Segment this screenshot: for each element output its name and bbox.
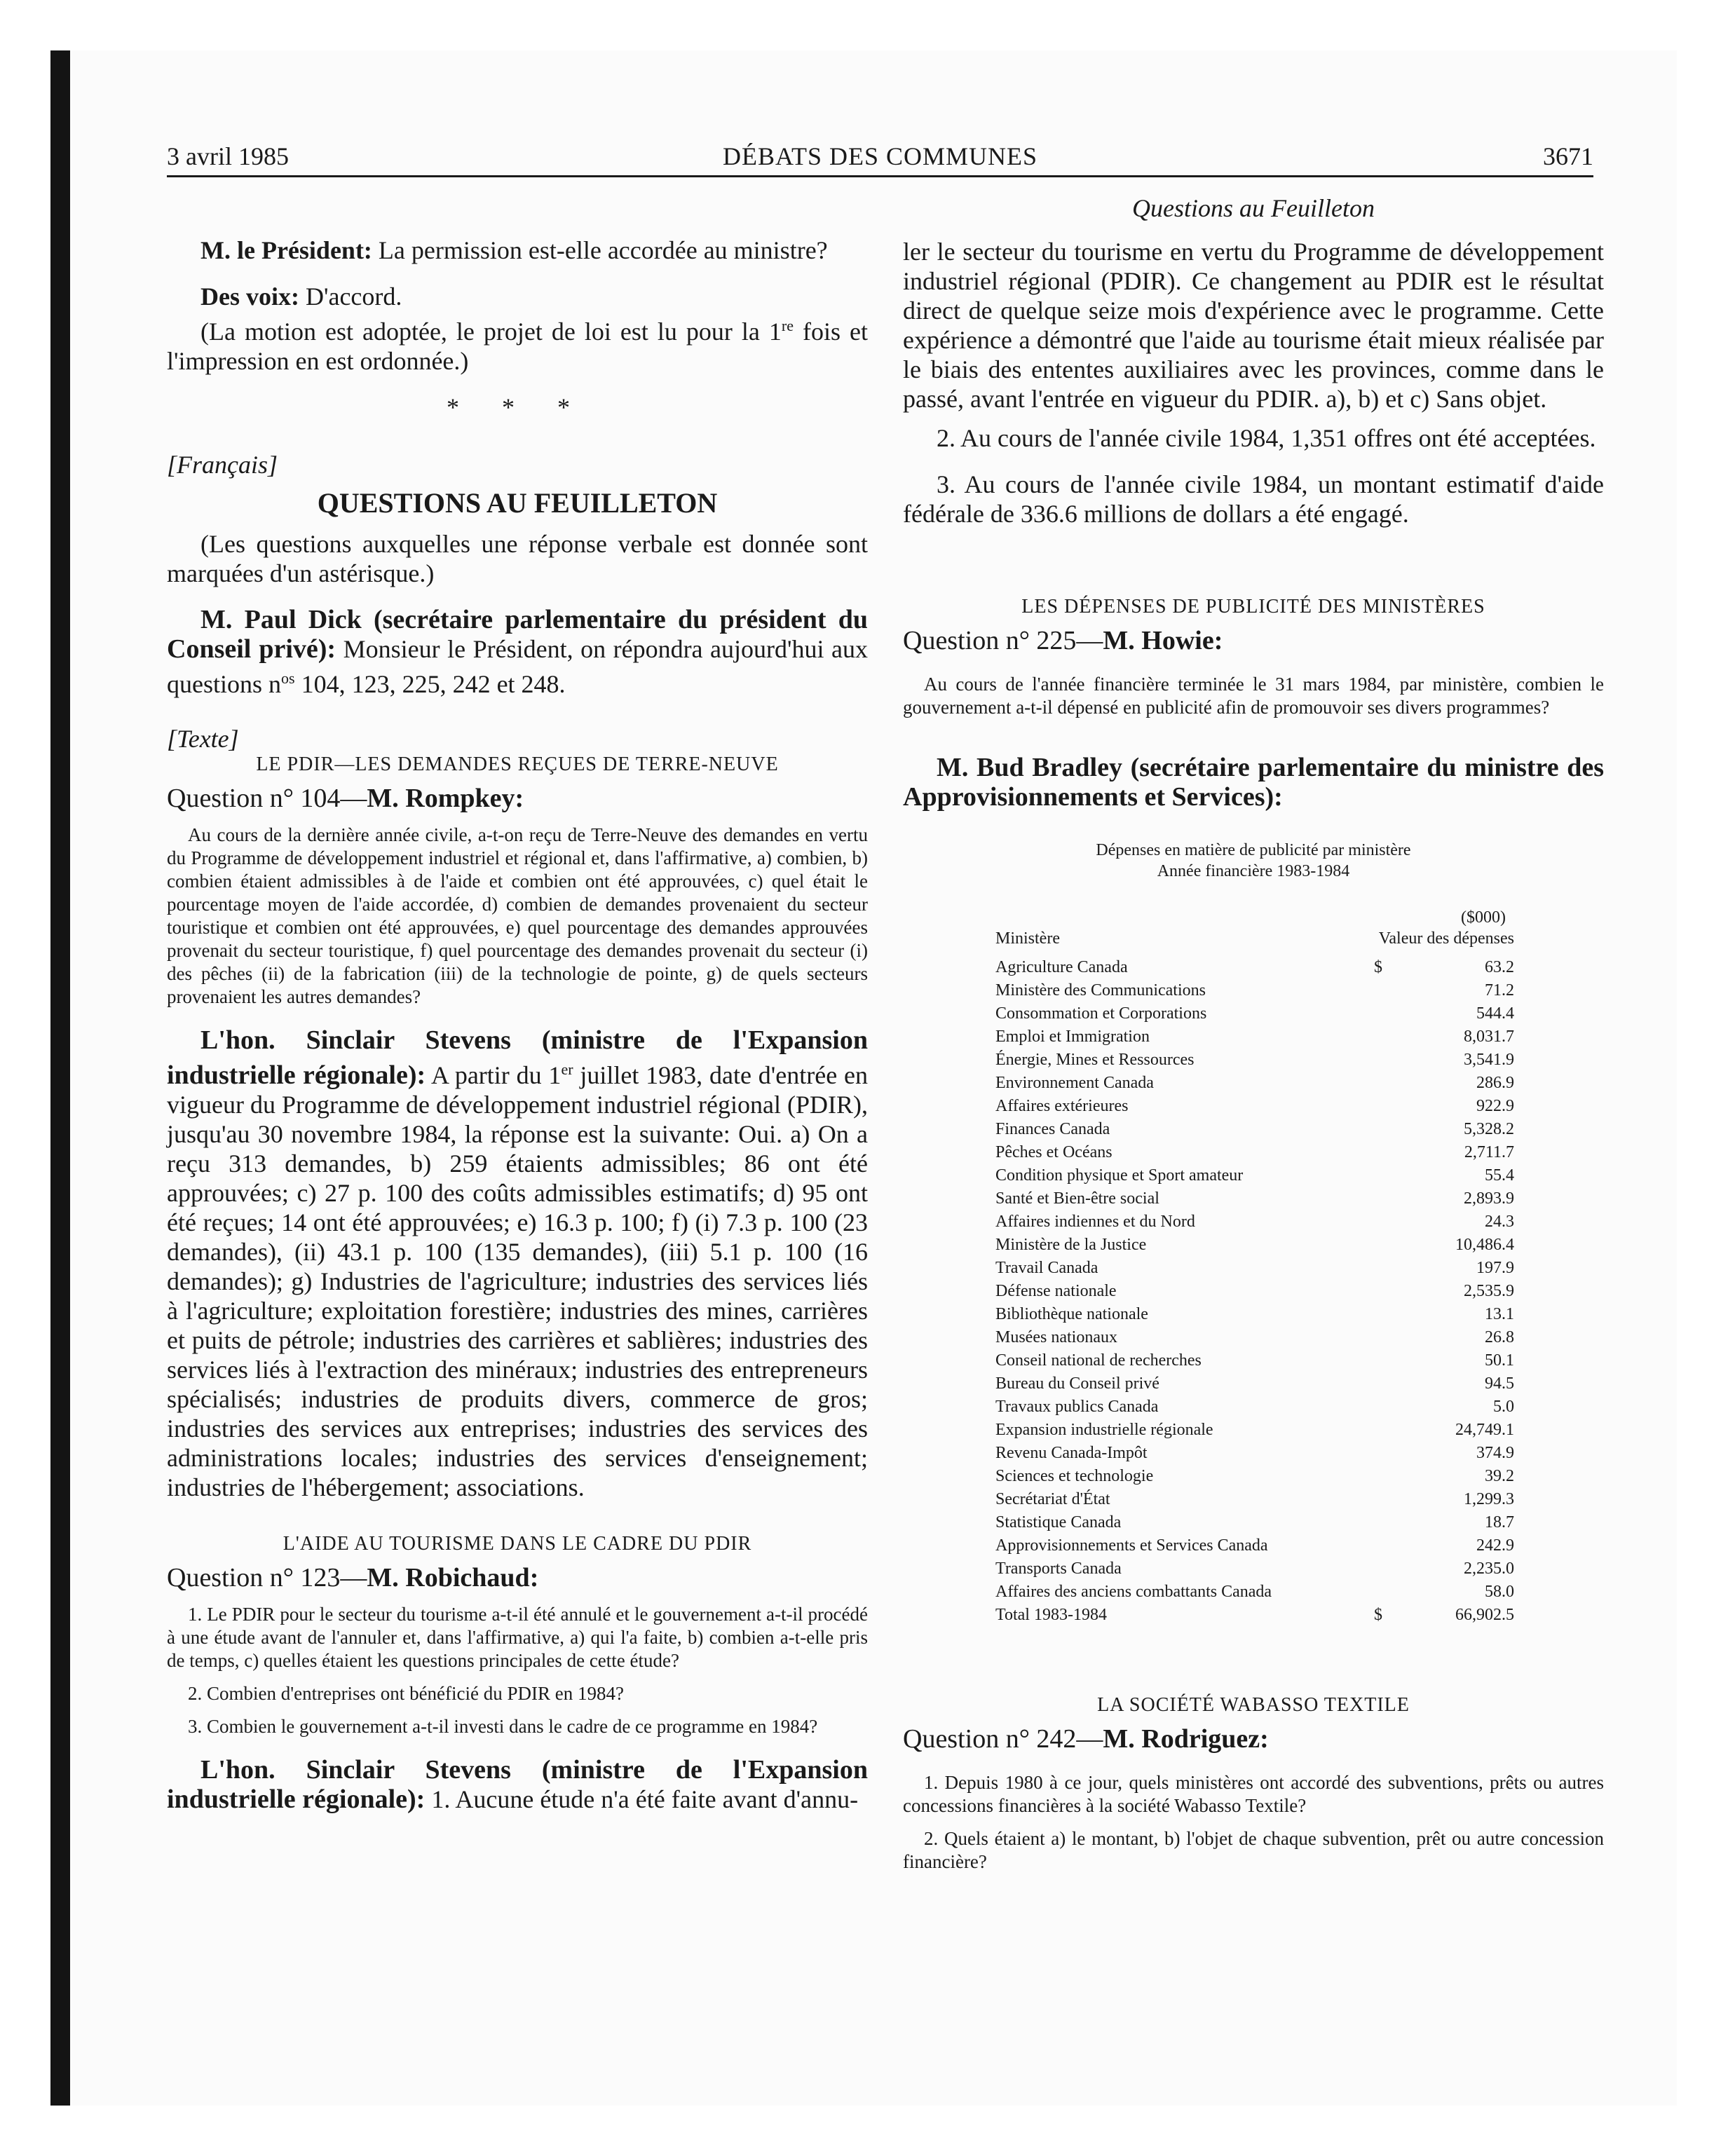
expenditure-value: 55.4: [1485, 1166, 1514, 1185]
question-member: M. Robichaud:: [367, 1563, 539, 1592]
table-unit: ($000): [1461, 908, 1506, 927]
answer-123-continued: ler le secteur du tourisme en vertu du Programme de développement industriel régional (PDIR). Ce changement au PDIR est le résultat direct de quelque seize mois d'expérience avec le programme. Cette expérience a démontré que l'aide au tourisme était mieux réalisée par le biais des ententes auxiliaires avec les provinces, comme dans le passé, avant l'entrée en vigueur du PDIR. a), b) et c) Sans objet.: [903, 238, 1604, 413]
ministry-name: Bureau du Conseil privé: [995, 1374, 1159, 1393]
answer-text: A partir du 1: [426, 1061, 562, 1089]
superscript: os: [281, 669, 295, 687]
answer-123-part-2: 2. Au cours de l'année civile 1984, 1,351 offres ont été acceptées.: [937, 424, 1596, 452]
ministry-name: Travaux publics Canada: [995, 1398, 1159, 1416]
table-row: [995, 956, 1514, 979]
ministry-name: Bibliothèque nationale: [995, 1305, 1148, 1323]
table-row: [995, 1025, 1514, 1049]
table-row: [995, 1257, 1514, 1280]
table-row: [995, 1141, 1514, 1164]
question-123-part-2: 2. Combien d'entreprises ont bénéficié du PDIR en 1984?: [188, 1683, 624, 1704]
table-row: [995, 1280, 1514, 1303]
question-member: M. Howie:: [1103, 626, 1223, 655]
ministry-name: Secrétariat d'État: [995, 1490, 1110, 1508]
superscript: er: [561, 1060, 573, 1078]
speech-text-end: 104, 123, 225, 242 et 248.: [294, 670, 566, 698]
currency-sign: [1374, 1002, 1416, 1025]
expenditure-value: 13.1: [1485, 1305, 1514, 1323]
question-242-title: LA SOCIÉTÉ WABASSO TEXTILE: [1097, 1694, 1410, 1716]
paragraph-president: [167, 236, 868, 265]
table-col-value: Valeur des dépenses: [1378, 929, 1514, 948]
table-row: [995, 1349, 1514, 1372]
ministry-name: Emploi et Immigration: [995, 1028, 1150, 1046]
page-header: [167, 142, 1593, 177]
expenditure-value: 2,711.7: [1464, 1143, 1514, 1161]
table-row: [995, 1187, 1514, 1210]
currency-sign: [1374, 1557, 1416, 1581]
expenditure-value: 94.5: [1485, 1374, 1514, 1393]
speaker-voices: Des voix:: [200, 282, 299, 311]
question-member: M. Rompkey:: [367, 784, 524, 813]
speaker-stevens: L'hon. Sinclair Stevens (ministre de l'Expansion industrielle régionale):: [167, 1755, 868, 1814]
question-242-part-1: 1. Depuis 1980 à ce jour, quels ministères ont accordé des subventions, prêts ou autres concessions financières à la société Wabasso Textile?: [903, 1772, 1604, 1816]
question-member: M. Rodriguez:: [1103, 1724, 1269, 1754]
speech-text: La permission est-elle accordée au ministre?: [372, 236, 828, 264]
section-note: (Les questions auxquelles une réponse verbale est donnée sont marquées d'un astérisque.): [167, 530, 868, 587]
answer-225: [903, 753, 1604, 812]
ministry-name: Statistique Canada: [995, 1513, 1122, 1531]
currency-sign: [1374, 1511, 1416, 1534]
expenditure-value: 26.8: [1485, 1328, 1514, 1346]
ministry-name: Pêches et Océans: [995, 1143, 1113, 1161]
table-row: [995, 1396, 1514, 1419]
currency-sign: [1374, 1465, 1416, 1488]
table-row: [995, 979, 1514, 1002]
question-123-title: L'AIDE AU TOURISME DANS LE CADRE DU PDIR: [283, 1533, 752, 1555]
answer-text: 1. Aucune étude n'a été faite avant d'annu-: [425, 1785, 859, 1813]
expenditure-value: 3,541.9: [1464, 1051, 1514, 1069]
table-row: [995, 1210, 1514, 1234]
language-tag: [Français]: [167, 451, 278, 479]
table-col-ministry: Ministère: [995, 929, 1060, 948]
currency-sign: [1374, 1210, 1416, 1234]
table-row: [995, 1604, 1514, 1627]
currency-sign: [1374, 979, 1416, 1002]
currency-sign: [1374, 1372, 1416, 1396]
answer-123: [167, 1755, 868, 1814]
currency-sign: [1374, 1095, 1416, 1118]
expenditure-value: 286.9: [1476, 1074, 1514, 1092]
expenditure-value: 2,235.0: [1464, 1560, 1514, 1578]
ministry-name: Agriculture Canada: [995, 958, 1128, 976]
table-row: [995, 1557, 1514, 1581]
currency-sign: [1374, 1187, 1416, 1210]
currency-sign: [1374, 1581, 1416, 1604]
table-row: [995, 1442, 1514, 1465]
question-104-line: [167, 783, 868, 814]
expenditure-value: 197.9: [1476, 1259, 1514, 1277]
expenditure-value: 2,893.9: [1464, 1189, 1514, 1208]
ministry-name: Total 1983-1984: [995, 1606, 1107, 1624]
expenditure-value: 374.9: [1476, 1444, 1514, 1462]
expenditure-value: 544.4: [1476, 1004, 1514, 1023]
motion-text-end: fois et l'impression en est ordonnée.): [167, 318, 868, 375]
expenditure-value: 8,031.7: [1464, 1028, 1514, 1046]
table-caption: [903, 840, 1604, 882]
table-row: [995, 1234, 1514, 1257]
expenditure-value: 922.9: [1476, 1097, 1514, 1115]
currency-sign: [1374, 1234, 1416, 1257]
expenditure-value: 24.3: [1485, 1213, 1514, 1231]
question-number: Question n° 123—: [167, 1563, 367, 1592]
currency-sign: [1374, 1025, 1416, 1049]
ministry-name: Approvisionnements et Services Canada: [995, 1536, 1268, 1555]
superscript: re: [781, 317, 794, 334]
header-title: DÉBATS DES COMMUNES: [722, 142, 1038, 170]
ministry-name: Énergie, Mines et Ressources: [995, 1051, 1195, 1069]
question-123-part-1: 1. Le PDIR pour le secteur du tourisme a-t-il été annulé et le gouvernement a-t-il procédé à une étude avant de l'annuler et, dans l'affirmative, a) qui l'a faite, b) combien a-t-elle pris de temps, c) quelles étaient les questions principales de cette étude?: [167, 1604, 868, 1671]
expenditure-value: 5.0: [1493, 1398, 1514, 1416]
ministry-name: Musées nationaux: [995, 1328, 1117, 1346]
expenditure-value: 242.9: [1476, 1536, 1514, 1555]
ministry-name: Affaires indiennes et du Nord: [995, 1213, 1195, 1231]
section-separator: * * *: [447, 393, 588, 421]
ministry-name: Sciences et technologie: [995, 1467, 1154, 1485]
ministry-name: Santé et Bien-être social: [995, 1189, 1159, 1208]
currency-sign: [1374, 1396, 1416, 1419]
expenditure-value: 71.2: [1485, 981, 1514, 999]
table-row: [995, 1118, 1514, 1141]
table-header: [995, 907, 1514, 949]
paragraph-dick: [167, 605, 868, 699]
currency-sign: [1374, 1257, 1416, 1280]
table-row: [995, 1049, 1514, 1072]
question-104-text: Au cours de la dernière année civile, a-t-on reçu de Terre-Neuve des demandes en vertu du Programme de développement industriel et régional et, dans l'affirmative, a) combien, b) combien étaient admissibles à de l'aide et combien ont été approuvées, c) quel était le pourcentage moyen de l'aide accordée, d) combien de demandes provenaient du secteur touristique et combien ont été approuvées, e) quel pourcentage des demandes approuvées provenait du secteur touristique, f) quel pourcentage des demandes provenait du secteur (i) des pêches (ii) de la fabrication (iii) de la technologie de pointe, g) de quels secteurs provenaient les autres demandes?: [167, 824, 868, 1007]
currency-sign: [1374, 1049, 1416, 1072]
ministry-name: Conseil national de recherches: [995, 1351, 1202, 1370]
table-row: [995, 1303, 1514, 1326]
currency-sign: [1374, 1164, 1416, 1187]
expenditure-value: 24,749.1: [1455, 1421, 1514, 1439]
motion-text: (La motion est adoptée, le projet de loi est lu pour la 1: [200, 318, 782, 346]
expenditure-value: 39.2: [1485, 1467, 1514, 1485]
currency-sign: [1374, 1280, 1416, 1303]
header-page-number: 3671: [1543, 142, 1593, 170]
ministry-name: Condition physique et Sport amateur: [995, 1166, 1244, 1185]
ministry-name: Affaires extérieures: [995, 1097, 1129, 1115]
table-row: [995, 1095, 1514, 1118]
speaker-president: M. le Président:: [200, 236, 372, 264]
currency-sign: [1374, 1488, 1416, 1511]
currency-sign: [1374, 1141, 1416, 1164]
question-225-title: LES DÉPENSES DE PUBLICITÉ DES MINISTÈRES: [1021, 596, 1485, 618]
question-225-line: [903, 625, 1604, 656]
header-date: 3 avril 1985: [167, 142, 289, 170]
texte-tag: [Texte]: [167, 725, 239, 753]
table-subtitle: Année financière 1983-1984: [1157, 862, 1350, 880]
ministry-name: Transports Canada: [995, 1560, 1122, 1578]
currency-sign: [1374, 1534, 1416, 1557]
currency-sign: [1374, 1118, 1416, 1141]
table-row: [995, 1511, 1514, 1534]
answer-123-part-3: 3. Au cours de l'année civile 1984, un montant estimatif d'aide fédérale de 336.6 millions de dollars a été engagé.: [903, 470, 1604, 528]
expenditure-value: 63.2: [1485, 958, 1514, 976]
ministry-name: Revenu Canada-Impôt: [995, 1444, 1148, 1462]
ministry-name: Défense nationale: [995, 1282, 1117, 1300]
question-242-line: [903, 1724, 1604, 1754]
currency-sign: $: [1374, 958, 1382, 976]
table-row: [995, 1072, 1514, 1095]
expenditure-table: [995, 956, 1514, 1627]
ministry-name: Expansion industrielle régionale: [995, 1421, 1213, 1439]
section-heading: QUESTIONS AU FEUILLETON: [317, 487, 718, 519]
ministry-name: Environnement Canada: [995, 1074, 1154, 1092]
right-column: [903, 237, 1604, 1874]
currency-sign: $: [1374, 1606, 1382, 1624]
currency-sign: [1374, 1072, 1416, 1095]
table-title: Dépenses en matière de publicité par ministère: [1096, 841, 1411, 859]
table-row: [995, 1372, 1514, 1396]
expenditure-value: 58.0: [1485, 1583, 1514, 1601]
expenditure-value: 10,486.4: [1455, 1236, 1514, 1254]
scan-edge: [50, 50, 70, 2106]
question-242-part-2: 2. Quels étaient a) le montant, b) l'objet de chaque subvention, prêt ou autre concession financière?: [903, 1828, 1604, 1872]
table-row: [995, 1534, 1514, 1557]
expenditure-value: 66,902.5: [1455, 1606, 1514, 1624]
table-row: [995, 1465, 1514, 1488]
speaker-dick: M. Paul Dick (secrétaire parlementaire du président du Conseil privé):: [167, 605, 868, 664]
speech-text: Monsieur le Président, on répondra aujourd'hui aux questions n: [167, 635, 868, 698]
speech-text: D'accord.: [299, 282, 402, 311]
table-row: [995, 1002, 1514, 1025]
ministry-name: Consommation et Corporations: [995, 1004, 1207, 1023]
currency-sign: [1374, 1442, 1416, 1465]
table-row: [995, 1419, 1514, 1442]
question-123-part-3: 3. Combien le gouvernement a-t-il investi dans le cadre de ce programme en 1984?: [188, 1716, 818, 1737]
currency-sign: [1374, 1303, 1416, 1326]
ministry-name: Ministère de la Justice: [995, 1236, 1147, 1254]
table-row: [995, 1581, 1514, 1604]
question-number: Question n° 225—: [903, 626, 1103, 655]
ministry-name: Ministère des Communications: [995, 981, 1206, 999]
question-number: Question n° 242—: [903, 1724, 1103, 1754]
expenditure-value: 50.1: [1485, 1351, 1514, 1370]
paragraph-motion: [167, 311, 868, 376]
speaker-stevens: L'hon. Sinclair Stevens (ministre de l'Expansion industrielle régionale):: [167, 1025, 868, 1090]
expenditure-value: 1,299.3: [1464, 1490, 1514, 1508]
speaker-bradley: M. Bud Bradley (secrétaire parlementaire du ministre des Approvisionnements et Services):: [903, 753, 1604, 812]
currency-sign: [1374, 1419, 1416, 1442]
ministry-name: Finances Canada: [995, 1120, 1110, 1138]
ministry-name: Affaires des anciens combattants Canada: [995, 1583, 1272, 1601]
question-number: Question n° 104—: [167, 784, 367, 813]
question-104-title: LE PDIR—LES DEMANDES REÇUES DE TERRE-NEUVE: [256, 753, 779, 775]
currency-sign: [1374, 1326, 1416, 1349]
expenditure-value: 5,328.2: [1464, 1120, 1514, 1138]
ministry-name: Travail Canada: [995, 1259, 1098, 1277]
paragraph-voices: [167, 282, 868, 311]
table-row: [995, 1164, 1514, 1187]
currency-sign: [1374, 1349, 1416, 1372]
question-123-line: [167, 1562, 868, 1593]
expenditure-value: 18.7: [1485, 1513, 1514, 1531]
answer-text-end: juillet 1983, date d'entrée en vigueur du Programme de développement industriel régional (PDIR), jusqu'au 30 novembre 1984, la réponse est la suivante: Oui. a) On a reçu 313 demandes, b) 259 étaients admissibles; 86 ont été approuvées; c) 27 p. 100 des coûts admissibles estimatifs; d) 95 ont été reçues; 14 ont été approuvées; e) 16.3 p. 100; f) (i) 7.3 p. 100 (23 demandes), (ii) 43.1 p. 100 (135 demandes), (iii) 5.1 p. 100 (16 demandes); g) Industries de l'agriculture; industries des services liés à l'agriculture; exploitation forestière; industries des mines, carrières et puits de pétrole; industries des carrières et sablières; industries des services liés à l'extraction des minéraux; industries des entrepreneurs spécialisés; industries de produits divers, commerce de gros; industries des services aux entreprises; industries des services des administrations locales; industries des services d'enseignement; industries de l'hébergement; associations.: [167, 1061, 868, 1501]
left-column: [167, 193, 868, 1814]
question-225-text: Au cours de l'année financière terminée le 31 mars 1984, par ministère, combien le gouvernement a-t-il dépensé en publicité afin de promouvoir ses divers programmes?: [903, 674, 1604, 718]
expenditure-value: 2,535.9: [1464, 1282, 1514, 1300]
running-head: Questions au Feuilleton: [1132, 194, 1375, 222]
answer-104: [167, 1025, 868, 1502]
table-row: [995, 1488, 1514, 1511]
table-row: [995, 1326, 1514, 1349]
